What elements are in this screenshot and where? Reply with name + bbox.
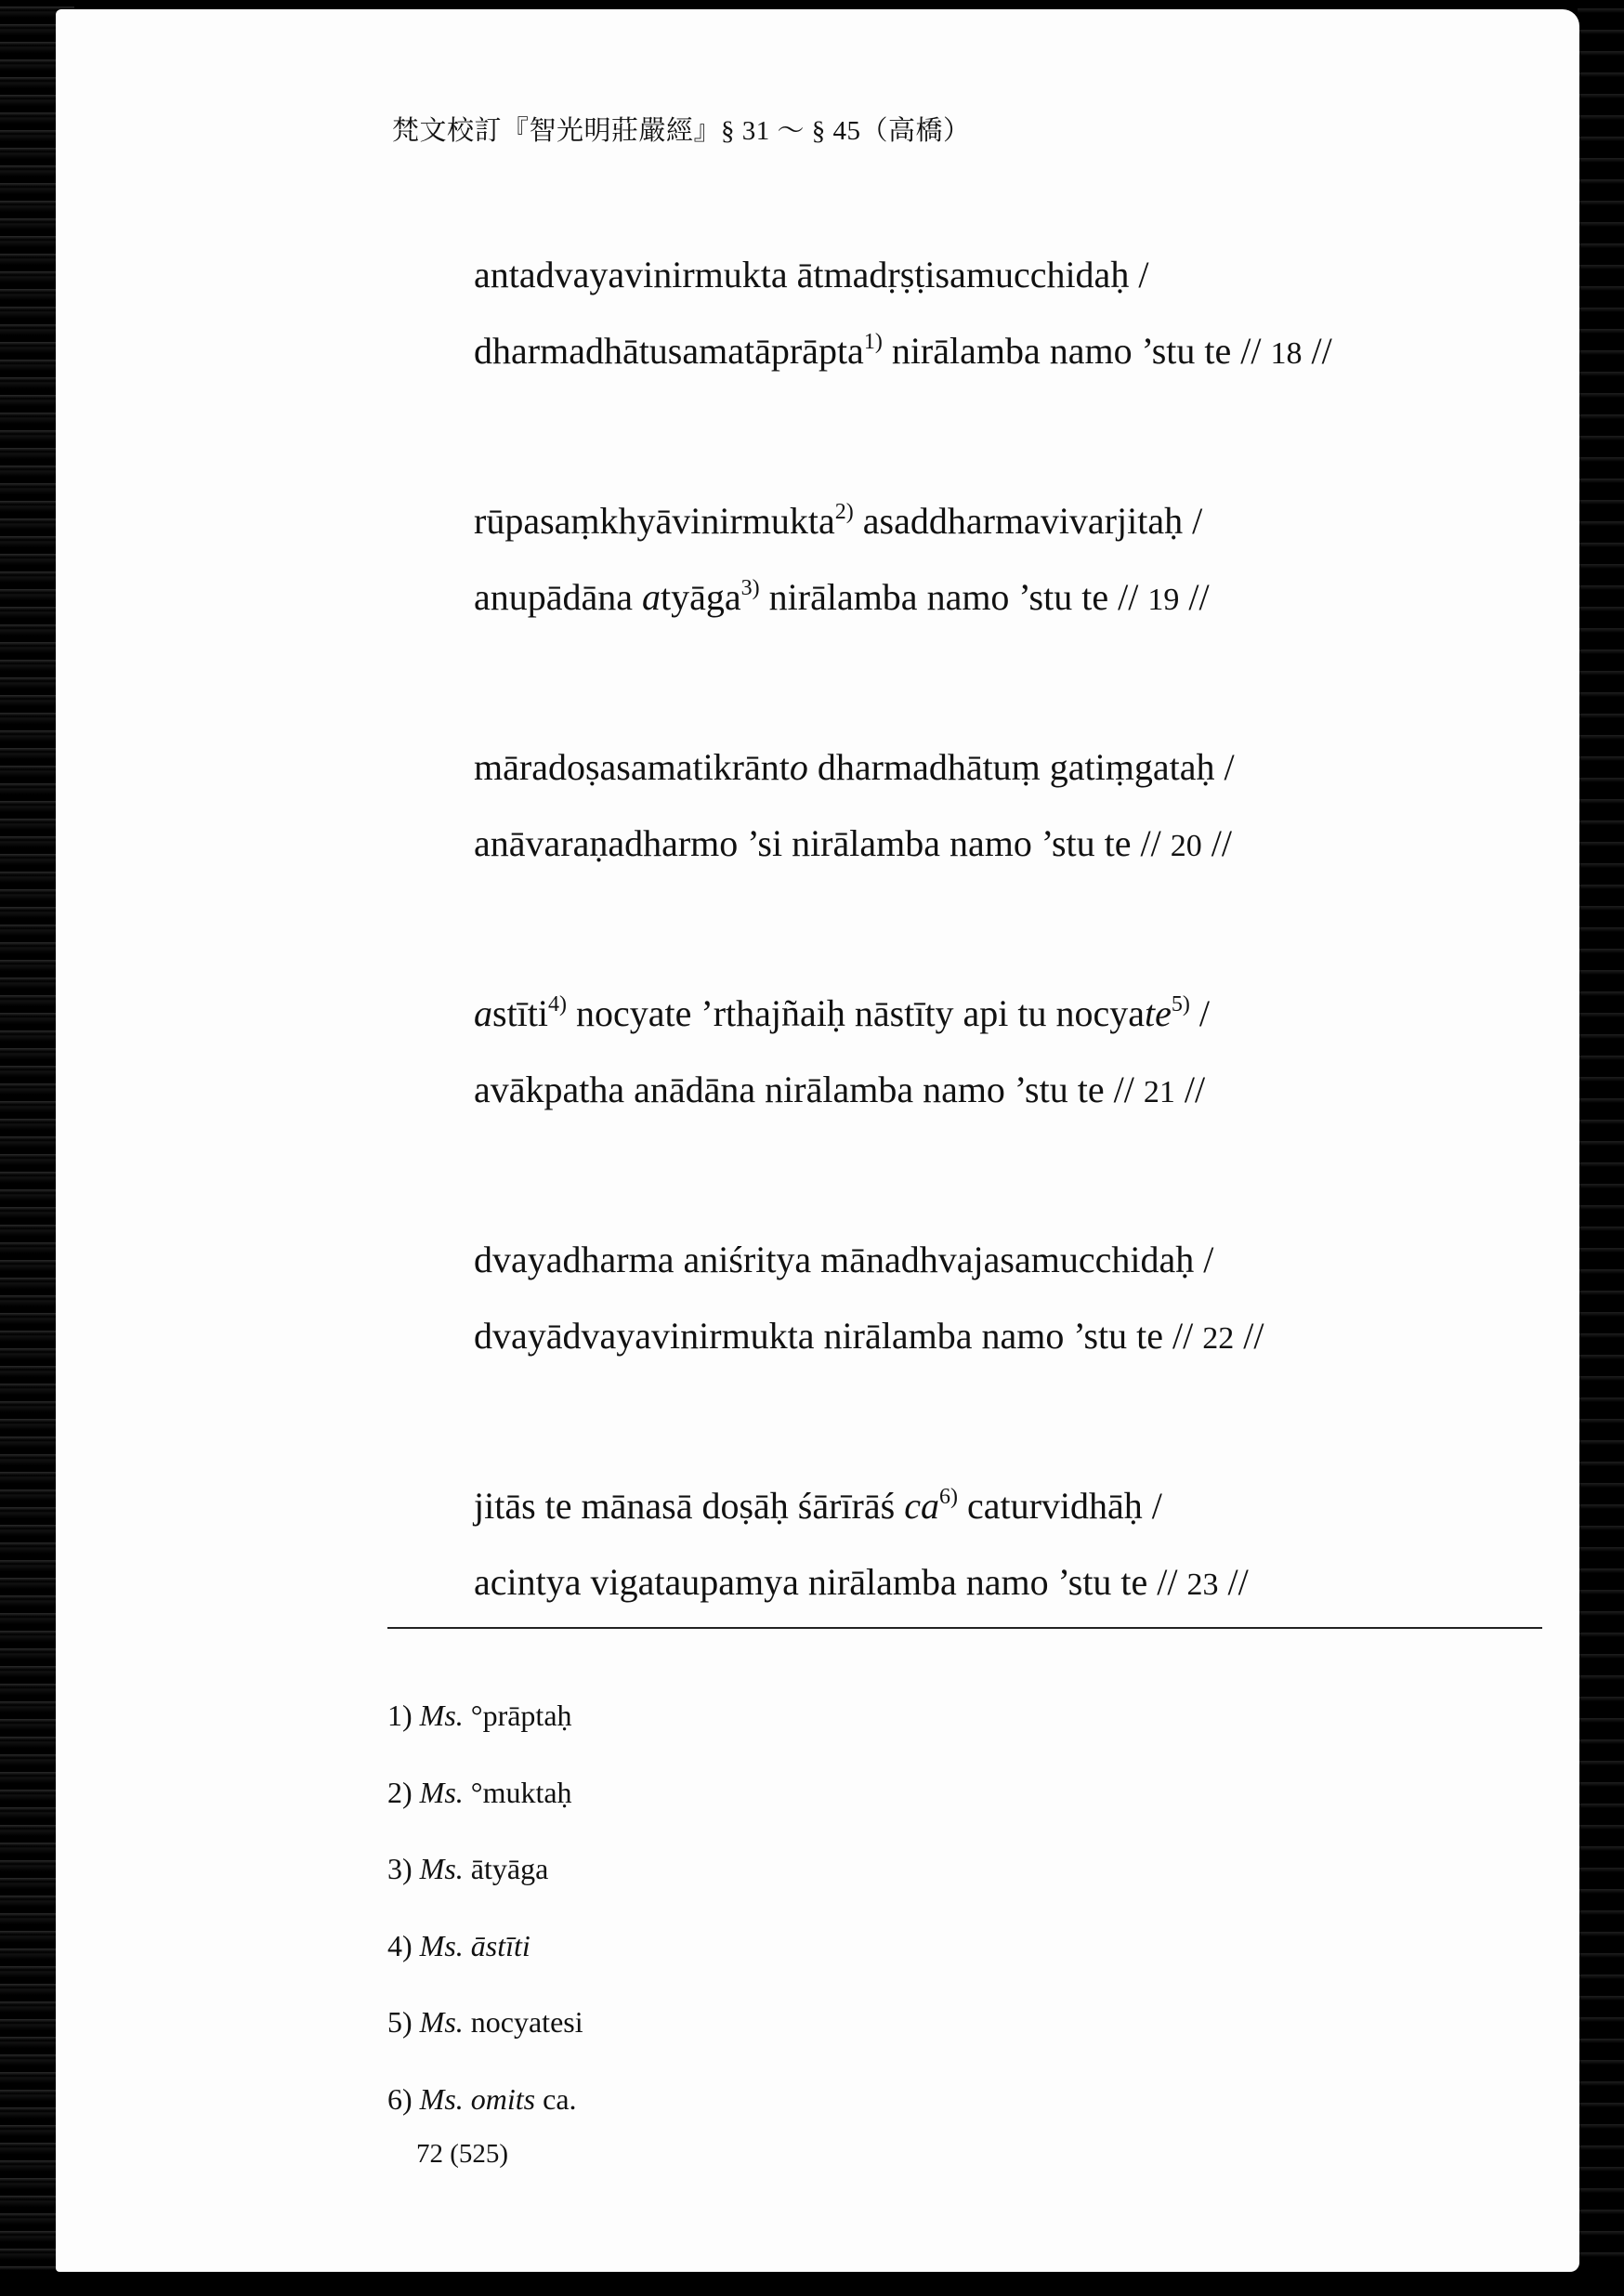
verse-line	[474, 1052, 1570, 1131]
verse-line	[474, 806, 1570, 885]
manuscript-abbrev: Ms.	[419, 1699, 464, 1732]
verse-text: anāvaraṇadharmo ’si nirālamba namo ’stu te //	[474, 822, 1171, 864]
verse-line	[474, 483, 1570, 559]
footnote-rule	[387, 1627, 1542, 1629]
verse-block	[474, 237, 1570, 1714]
verse-text: anupādāna	[474, 576, 643, 618]
footnote-marker: 1)	[863, 330, 883, 354]
verse-line	[474, 976, 1570, 1052]
verse-23	[474, 1468, 1570, 1623]
page-number: 72 (525)	[416, 2139, 509, 2169]
verse-text: avākpatha anādāna nirālamba namo ’stu te //	[474, 1069, 1144, 1110]
footnote-text: āstīti	[463, 1928, 530, 1962]
verse-text: nocyate ’rthajñaiḥ nāstīty api tu nocya	[567, 992, 1146, 1034]
verse-line	[474, 313, 1570, 392]
verse-text: antadvayavinirmukta ātmadṛṣṭisamucchidaḥ /	[474, 254, 1149, 295]
verse-text: māradoṣasamatikrānt	[474, 746, 790, 788]
footnote-number: 6)	[387, 2081, 420, 2116]
verse-line	[474, 1544, 1570, 1623]
verse-19	[474, 483, 1570, 638]
footnote-number: 2)	[387, 1775, 420, 1809]
paper-page	[56, 9, 1579, 2272]
footnote-1	[387, 1677, 583, 1754]
footnote-number: 5)	[387, 2005, 420, 2039]
verse-number: 19	[1147, 583, 1180, 617]
verse-22	[474, 1222, 1570, 1377]
verse-text: asaddharmavivarjitaḥ /	[853, 500, 1203, 542]
verse-text: dvayadharma aniśritya mānadhvajasamucchidaḥ /	[474, 1239, 1214, 1280]
verse-text: //	[1201, 822, 1232, 864]
verse-line	[474, 559, 1570, 638]
scan-margin-bottom	[0, 2270, 1624, 2296]
footnote-marker: 2)	[834, 500, 854, 524]
verse-number: 23	[1186, 1568, 1219, 1602]
footnotes	[387, 1677, 583, 2137]
footnote-5	[387, 1984, 583, 2061]
footnote-4	[387, 1908, 583, 1985]
verse-line	[474, 1298, 1570, 1377]
manuscript-abbrev: Ms.	[419, 2081, 464, 2116]
scan-margin-right	[1578, 0, 1624, 2296]
verse-text: caturvidhāḥ /	[957, 1485, 1162, 1527]
footnote-text: °muktaḥ	[463, 1775, 572, 1809]
footnote-text: nocyatesi	[463, 2005, 583, 2039]
verse-text: nirālamba namo ’stu te //	[759, 576, 1148, 618]
manuscript-abbrev: Ms.	[419, 1928, 464, 1962]
footnote-marker: 5)	[1171, 992, 1190, 1017]
emended-letter: o	[789, 746, 808, 788]
footnote-text: ca.	[535, 2081, 577, 2116]
verse-text: /	[1189, 992, 1211, 1034]
footnote-number: 4)	[387, 1928, 420, 1962]
footnote-marker: 6)	[938, 1485, 958, 1509]
verse-text: //	[1179, 576, 1210, 618]
verse-text: dvayādvayavinirmukta nirālamba namo ’stu te //	[474, 1315, 1203, 1357]
verse-line	[474, 729, 1570, 806]
verse-number: 18	[1270, 336, 1303, 371]
manuscript-abbrev: Ms.	[419, 2005, 464, 2039]
footnote-6	[387, 2061, 583, 2138]
emended-letter: a	[474, 992, 492, 1034]
footnote-marker: 3)	[740, 576, 760, 600]
verse-text: //	[1302, 330, 1332, 372]
verse-text: acintya vigataupamya nirālamba namo ’stu te //	[474, 1561, 1187, 1603]
emended-letter: ca	[904, 1485, 939, 1527]
verse-text: //	[1174, 1069, 1206, 1110]
footnote-text: °prāptaḥ	[463, 1699, 572, 1732]
verse-text: dharmadhātusamatāprāpta	[474, 330, 864, 372]
emended-letter: a	[642, 576, 661, 618]
footnote-number: 3)	[387, 1852, 420, 1885]
footnote-text: omits	[463, 2081, 536, 2116]
verse-text: jitās te mānasā doṣāḥ śārīrāś	[474, 1485, 905, 1527]
verse-number: 22	[1202, 1321, 1235, 1356]
verse-number: 21	[1143, 1075, 1175, 1109]
verse-20	[474, 729, 1570, 885]
footnote-3	[387, 1830, 583, 1908]
footnote-2	[387, 1754, 583, 1831]
verse-line	[474, 1468, 1570, 1544]
verse-text: dharmadhātuṃ gatiṃgataḥ /	[807, 746, 1235, 788]
verse-line	[474, 1222, 1570, 1298]
verse-number: 20	[1170, 829, 1202, 863]
manuscript-abbrev: Ms.	[419, 1852, 464, 1885]
verse-text: rūpasaṃkhyāvinirmukta	[474, 500, 835, 542]
manuscript-abbrev: Ms.	[419, 1775, 464, 1809]
verse-text: //	[1234, 1315, 1264, 1357]
emended-letter: te	[1145, 992, 1172, 1034]
running-head: 梵文校訂『智光明莊嚴經』§ 31 ～ § 45（高橋）	[392, 116, 971, 146]
footnote-number: 1)	[387, 1699, 420, 1732]
verse-text: //	[1218, 1561, 1249, 1603]
verse-18	[474, 237, 1570, 392]
footnote-marker: 4)	[548, 992, 568, 1017]
footnote-text: ātyāga	[463, 1852, 549, 1885]
verse-21	[474, 976, 1570, 1131]
verse-text: tyāga	[661, 576, 741, 618]
verse-text: stīti	[492, 992, 549, 1034]
verse-text: nirālamba namo ’stu te //	[882, 330, 1271, 372]
verse-line	[474, 237, 1570, 313]
